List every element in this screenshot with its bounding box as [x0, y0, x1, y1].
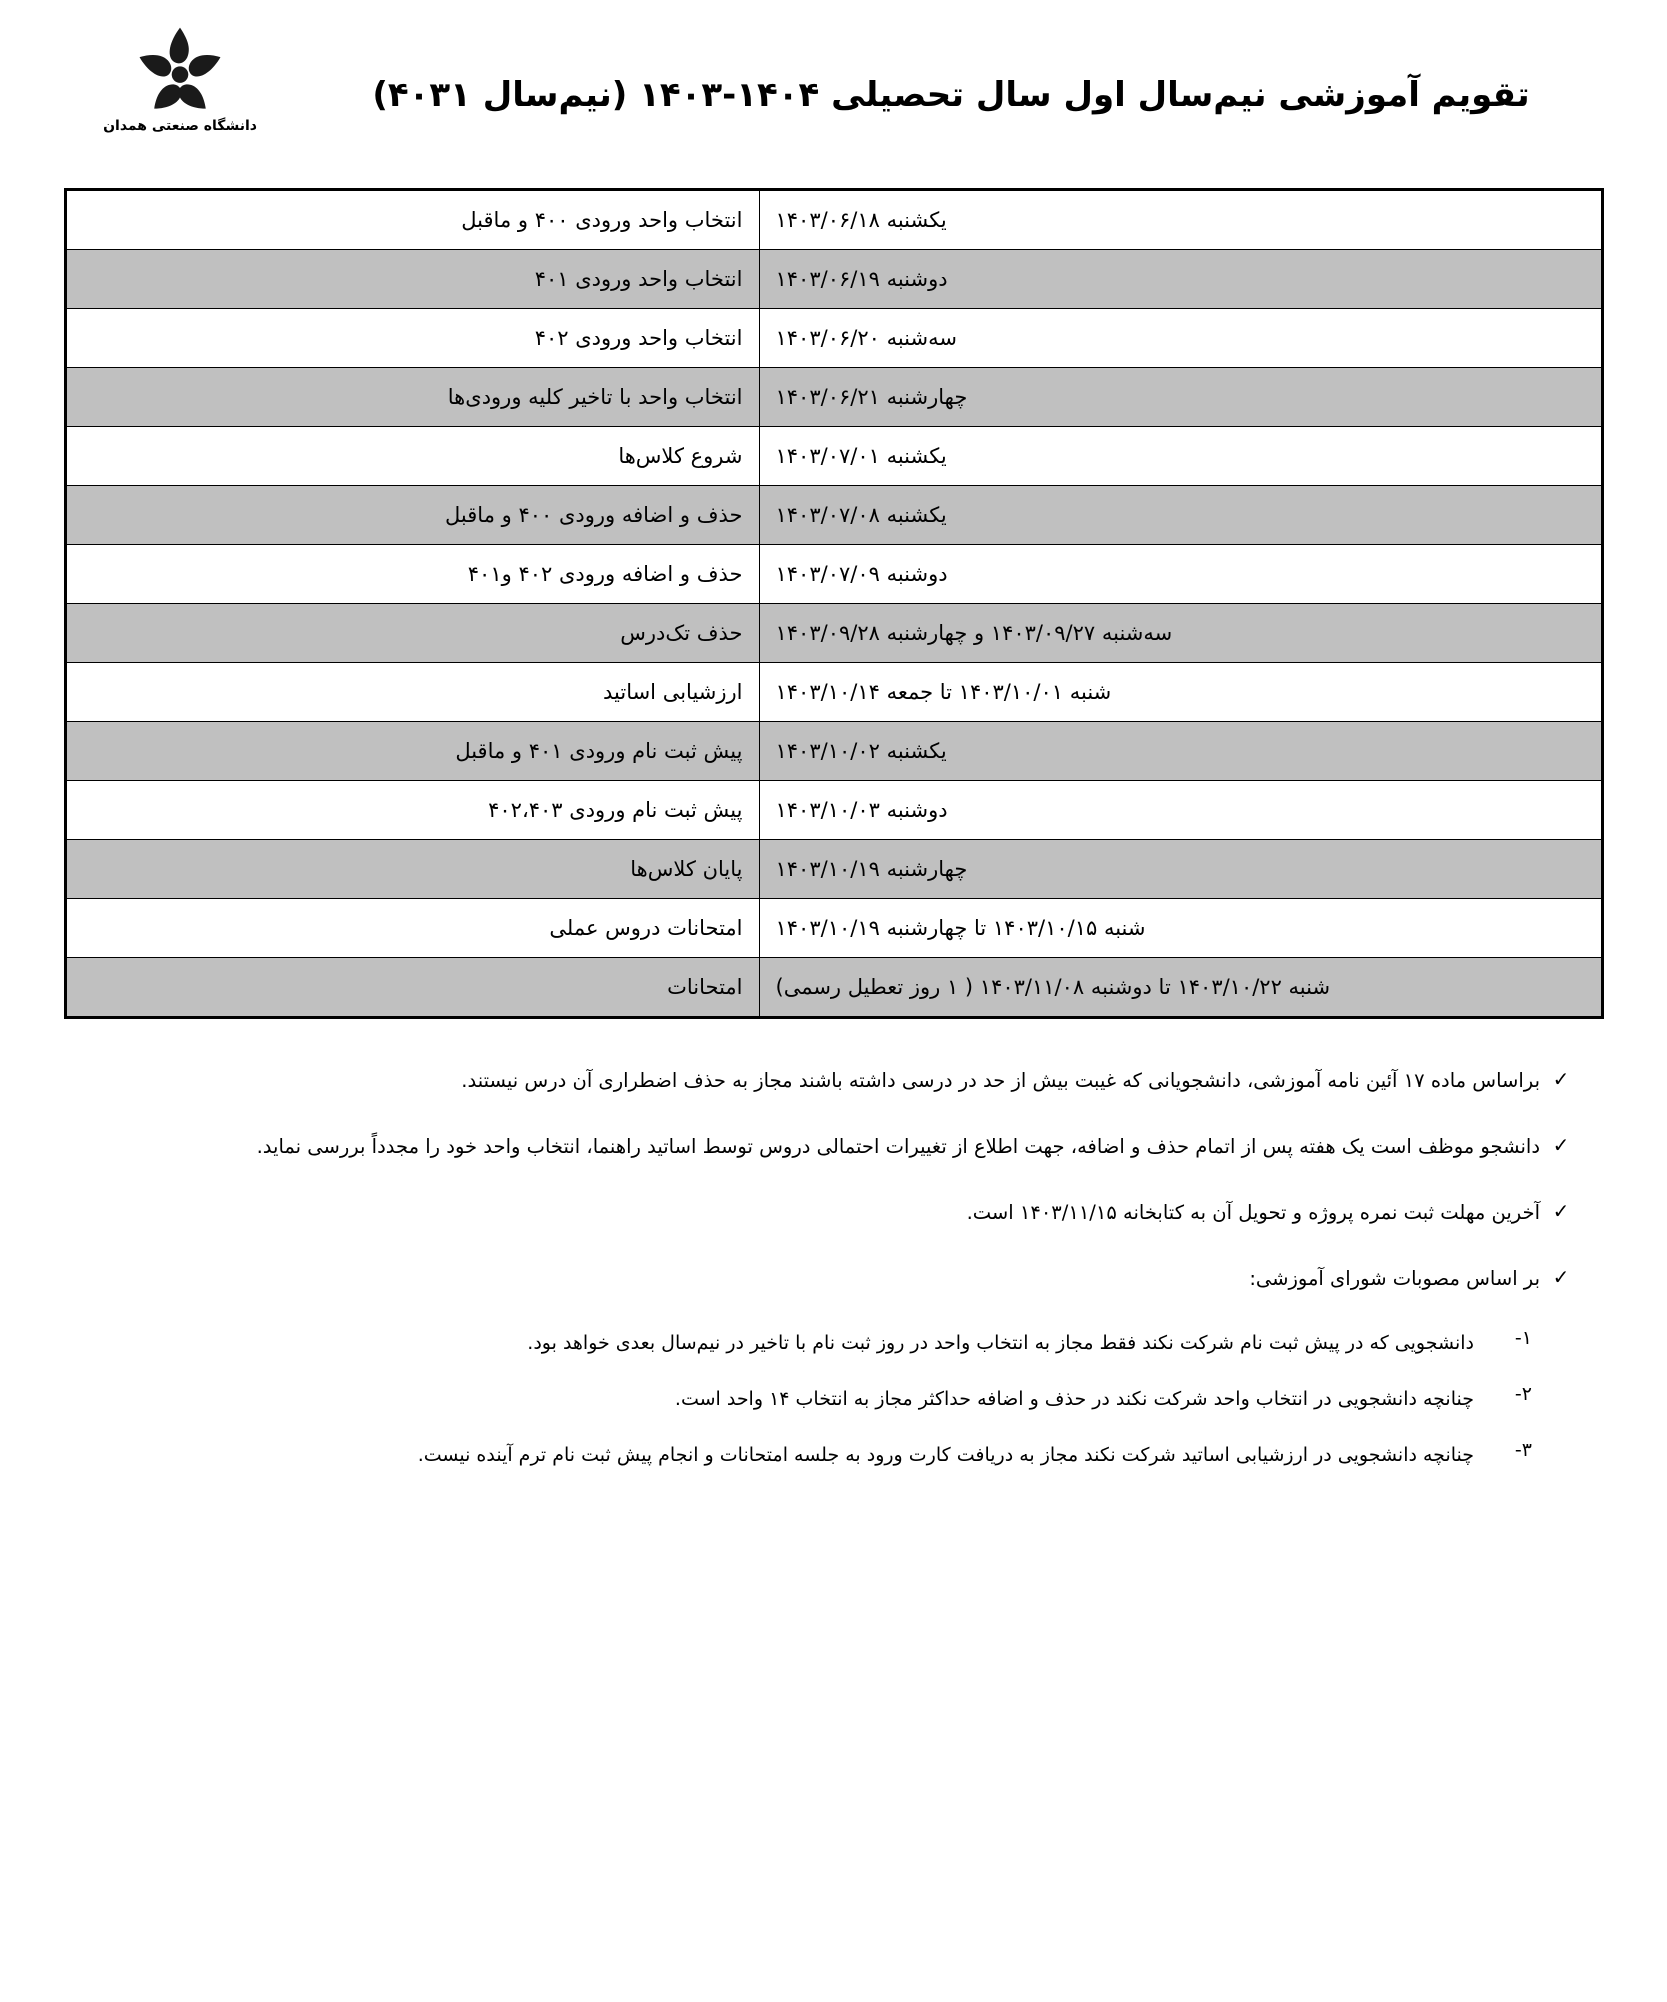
calendar-date-cell: دوشنبه ۱۴۰۳/۱۰/۰۳ [759, 781, 1602, 840]
calendar-event-cell: پایان کلاس‌ها [65, 840, 759, 899]
calendar-date-cell: دوشنبه ۱۴۰۳/۰۶/۱۹ [759, 250, 1602, 309]
calendar-event-cell: شروع کلاس‌ها [65, 427, 759, 486]
calendar-date-cell: چهارشنبه ۱۴۰۳/۱۰/۱۹ [759, 840, 1602, 899]
calendar-event-cell: حذف تک‌درس [65, 604, 759, 663]
table-row [65, 486, 1602, 545]
list-item [110, 1325, 1582, 1361]
list-item-number: ۳- [1514, 1439, 1532, 1462]
note-item [110, 1259, 1582, 1299]
table-row [65, 840, 1602, 899]
calendar-event-cell: حذف و اضافه ورودی ۴۰۲ و۴۰۱ [65, 545, 759, 604]
list-item [110, 1437, 1582, 1473]
numbered-sub-list [110, 1325, 1582, 1473]
table-row [65, 781, 1602, 840]
calendar-event-cell: حذف و اضافه ورودی ۴۰۰ و ماقبل [65, 486, 759, 545]
note-item [110, 1061, 1582, 1101]
calendar-event-cell: پیش ثبت نام ورودی ۴۰۲،۴۰۳ [65, 781, 759, 840]
list-item-text: چنانچه دانشجویی در انتخاب واحد شرکت نکند در حذف و اضافه حداکثر مجاز به انتخاب ۱۴ واحد است. [674, 1387, 1474, 1410]
table-row [65, 722, 1602, 781]
calendar-date-cell: سه‌شنبه ۱۴۰۳/۰۶/۲۰ [759, 309, 1602, 368]
calendar-date-cell: شنبه ۱۴۰۳/۱۰/۲۲ تا دوشنبه ۱۴۰۳/۱۱/۰۸ ( ۱ روز تعطیل رسمی) [759, 958, 1602, 1018]
calendar-date-cell: شنبه ۱۴۰۳/۱۰/۱۵ تا چهارشنبه ۱۴۰۳/۱۰/۱۹ [759, 899, 1602, 958]
list-item-text: دانشجویی که در پیش ثبت نام شرکت نکند فقط مجاز به انتخاب واحد در روز ثبت نام با تاخیر در نیم‌سال بعدی خواهد بود. [527, 1331, 1474, 1354]
calendar-event-cell: پیش ثبت نام ورودی ۴۰۱ و ماقبل [65, 722, 759, 781]
table-row [65, 368, 1602, 427]
calendar-event-cell: انتخاب واحد ورودی ۴۰۰ و ماقبل [65, 190, 759, 250]
calendar-body [65, 190, 1602, 1018]
table-row [65, 309, 1602, 368]
list-item-text: چنانچه دانشجویی در ارزشیابی اساتید شرکت نکند مجاز به دریافت کارت ورود به جلسه امتحانات و انجام پیش ثبت نام ترم آینده نیست. [417, 1444, 1474, 1467]
calendar-date-cell: یکشنبه ۱۴۰۳/۰۷/۰۱ [759, 427, 1602, 486]
check-bullet-icon: ✓ [1552, 1132, 1570, 1157]
note-text: آخرین مهلت ثبت نمره پروژه و تحویل آن به کتابخانه ۱۴۰۳/۱۱/۱۵ است. [966, 1200, 1540, 1224]
calendar-date-cell: سه‌شنبه ۱۴۰۳/۰۹/۲۷ و چهارشنبه ۱۴۰۳/۰۹/۲۸ [759, 604, 1602, 663]
academic-calendar-table [64, 188, 1604, 1019]
table-row [65, 958, 1602, 1018]
title-container [295, 18, 1607, 121]
table-row [65, 427, 1602, 486]
calendar-event-cell: امتحانات [65, 958, 759, 1018]
table-row [65, 604, 1602, 663]
list-item [110, 1381, 1582, 1417]
page-title: تقویم آموزشی نیم‌سال اول سال تحصیلی ۱۴۰۴-۱۴۰۳ (نیم‌سال ۴۰۳۱) [372, 75, 1530, 115]
table-row [65, 190, 1602, 250]
calendar-date-cell: دوشنبه ۱۴۰۳/۰۷/۰۹ [759, 545, 1602, 604]
calendar-event-cell: انتخاب واحد با تاخیر کلیه ورودی‌ها [65, 368, 759, 427]
table-row [65, 899, 1602, 958]
calendar-date-cell: یکشنبه ۱۴۰۳/۱۰/۰۲ [759, 722, 1602, 781]
list-item-number: ۲- [1514, 1382, 1532, 1405]
table-row [65, 545, 1602, 604]
check-bullet-icon: ✓ [1552, 1067, 1570, 1091]
note-text: دانشجو موظف است یک هفته پس از اتمام حذف و اضافه، جهت اطلاع از تغییرات احتمالی دروس توسط اساتید راهنما، انتخاب واحد خود را مجدداً بررسی نماید. [256, 1134, 1540, 1158]
notes-section [110, 1061, 1582, 1473]
document-header [55, 18, 1612, 158]
calendar-event-cell: انتخاب واحد ورودی ۴۰۲ [65, 309, 759, 368]
calendar-date-cell: یکشنبه ۱۴۰۳/۰۷/۰۸ [759, 486, 1602, 545]
calendar-date-cell: چهارشنبه ۱۴۰۳/۰۶/۲۱ [759, 368, 1602, 427]
calendar-event-cell: انتخاب واحد ورودی ۴۰۱ [65, 250, 759, 309]
note-text: براساس ماده ۱۷ آئین نامه آموزشی، دانشجویانی که غیبت بیش از حد در درسی داشته باشند مجاز به حذف اضطراری آن درس نیستند. [461, 1069, 1540, 1092]
check-bullet-icon: ✓ [1552, 1198, 1570, 1223]
table-row [65, 250, 1602, 309]
calendar-event-cell: امتحانات دروس عملی [65, 899, 759, 958]
note-text: بر اساس مصوبات شورای آموزشی: [1249, 1266, 1540, 1290]
note-item [110, 1127, 1582, 1167]
calendar-event-cell: ارزشیابی اساتید [65, 663, 759, 722]
table-row [65, 663, 1602, 722]
logo-block [65, 18, 295, 134]
logo-caption: دانشگاه صنعتی همدان [103, 118, 257, 134]
calendar-date-cell: شنبه ۱۴۰۳/۱۰/۰۱ تا جمعه ۱۴۰۳/۱۰/۱۴ [759, 663, 1602, 722]
check-bullet-icon: ✓ [1552, 1264, 1570, 1289]
calendar-date-cell: یکشنبه ۱۴۰۳/۰۶/۱۸ [759, 190, 1602, 250]
university-logo-icon [134, 24, 226, 116]
note-item [110, 1193, 1582, 1233]
list-item-number: ۱- [1514, 1326, 1532, 1349]
